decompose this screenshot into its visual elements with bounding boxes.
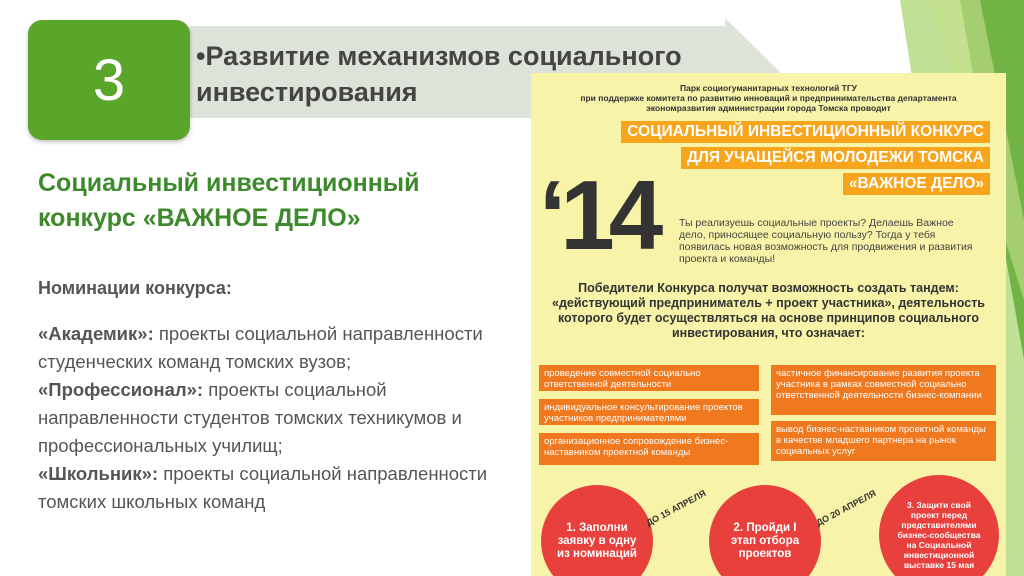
poster-banner-line: «ВАЖНОЕ ДЕЛО» <box>843 173 990 195</box>
poster-benefit-box: индивидуальное консультирование проектов участников предпринимателями <box>539 399 759 425</box>
page-title: Социальный инвестиционный конкурс «ВАЖНОЕ ДЕЛО» <box>38 169 420 232</box>
poster-benefit-box: проведение совместной социально ответственной деятельности <box>539 365 759 391</box>
poster-banner-line: СОЦИАЛЬНЫЙ ИНВЕСТИЦИОННЫЙ КОНКУРС <box>621 121 990 143</box>
poster-question: Ты реализуешь социальные проекты? Делаешь Важное дело, приносящее социальную пользу? Тогда у тебя появилась новая возможность для продвижения и развития проекта и команды! <box>679 217 973 265</box>
poster-step-circle: 1. Заполни заявку в одну из номинаций <box>541 485 653 576</box>
nomination-item <box>38 460 508 516</box>
poster-organizer <box>531 83 1006 113</box>
poster-banner-line: ДЛЯ УЧАЩЕЙСЯ МОЛОДЕЖИ ТОМСКА <box>681 147 990 169</box>
nomination-item <box>38 376 508 460</box>
slide-heading: •Развитие механизмов социального инвестирования <box>196 41 682 107</box>
poster-step-deadline: ДО 20 АПРЕЛЯ <box>814 488 878 528</box>
poster-step-circle: 3. Защити свой проект перед представителями бизнес-сообщества на Социальной инвестиционной выставке 15 мая <box>879 475 999 576</box>
poster-winners-text: Победители Конкурса получат возможность создать тандем: «действующий предприниматель + проект участника», деятельность которого будет осуществляться на основе принципов социального инвестирования, что означает: <box>552 281 985 340</box>
nominations-list <box>38 320 508 516</box>
contest-poster <box>531 73 1006 576</box>
poster-benefit-box: вывод бизнес-наставником проектной команды в качестве младшего партнера на рынок социальных услуг <box>771 421 996 461</box>
nomination-item <box>38 320 508 376</box>
nomination-name: «Профессионал»: <box>38 379 204 400</box>
nomination-text: проекты социальной направленности студентов томских техникумов и профессиональных училищ; <box>38 379 462 456</box>
nomination-name: «Школьник»: <box>38 463 159 484</box>
poster-organizer-line: при поддержке комитета по развитию инноваций и предпринимательства департамента <box>580 93 957 103</box>
nomination-name: «Академик»: <box>38 323 154 344</box>
nomination-text: проекты социальной направленности студенческих команд томских вузов; <box>38 323 483 372</box>
poster-organizer-line: Парк социогуманитарных технологий ТГУ <box>680 83 857 93</box>
poster-step-deadline: ДО 15 АПРЕЛЯ <box>644 488 708 528</box>
poster-organizer-line: экономразвития администрации города Томска проводит <box>646 103 891 113</box>
poster-benefit-box: частичное финансирование развития проекта участника в рамках совместной социально ответственной деятельности бизнес-компании <box>771 365 996 415</box>
poster-benefit-box: организационное сопровождение бизнес-наставником проектной команды <box>539 433 759 465</box>
poster-step-circle: 2. Пройди I этап отбора проектов <box>709 485 821 576</box>
nomination-text: проекты социальной направленности томских школьных команд <box>38 463 488 512</box>
nominations-heading: Номинации конкурса: <box>38 278 232 298</box>
slide-number-badge: 3 <box>28 20 190 140</box>
poster-year: ‘14 <box>539 160 658 270</box>
